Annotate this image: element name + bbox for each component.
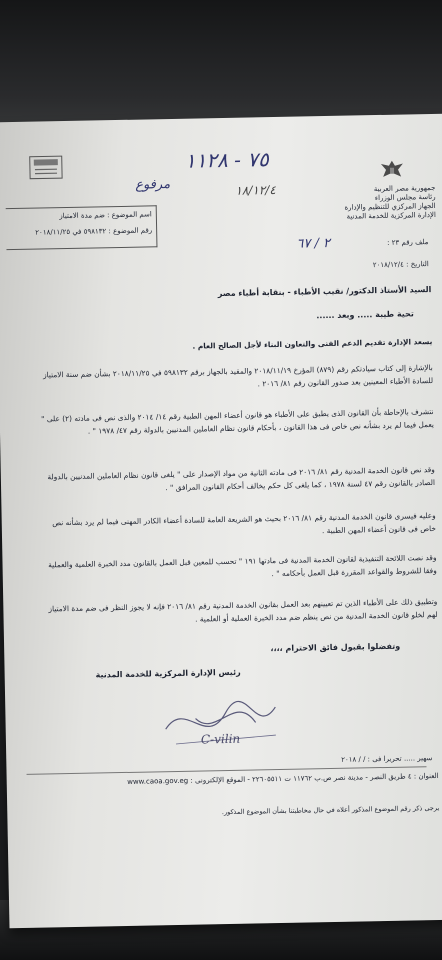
handwritten-number: ٧٥ - ١١٢٨ [184, 147, 269, 173]
closing-line: وتفضلوا بقبول فائق الاحترام ،،،، [270, 641, 401, 654]
eagle-emblem-icon [379, 158, 405, 182]
signatory-title: رئيس الإدارة المركزية للخدمة المدنية [95, 667, 241, 680]
footer-address: العنوان : ٤ طريق النصر - مدينة نصر ص.ب ١١٧٦٢ ت ٢٢٦٠٥٥١١ - الموقع الإلكترونى : www.caoa.gov.eg [127, 771, 439, 786]
paragraph-6: وتطبيق ذلك على الأطباء الذين تم تعيينهم بعد العمل بقانون الخدمة المدنية رقم ٨١/ ٢٠١٦ فإنه لا يجوز النظر فى ضم مدة الامتياز لهم لخلو قانون الخدمة المدنية من نص ينظم ضم مدد الخبرة العملية أو العلمية . [48, 596, 438, 624]
prepared-by: سهير ..... تحريرا فى : / / ٢٠١٨ [341, 754, 433, 764]
signature-scribble [155, 687, 306, 760]
letter-date: التاريخ : ٢٠١٨/١٢/٤ [372, 260, 429, 270]
paragraph-2: نتشرف بالإحاطة بأن القانون الذى يطبق على الأطباء هو قانون أعضاء المهن الطبية رقم ١٤/ ٢٠١٤ والذى نص فى مادته (٢) على " يعمل فيما لم يرد بشأنه نص خاص فى هذا القانون ، بأحكام قانون نظام العاملين المدنيين بالدولة رقم ٤٧/ ١٩٧٨ " . [41, 406, 434, 436]
letterhead-line-3: الجهاز المركزي للتنظيم والإدارة [344, 201, 436, 212]
paragraph-3: وقد نص قانون الخدمة المدنية رقم ٨١/ ٢٠١٦ فى مادته الثانية من مواد الإصدار على " يلغى قانون نظام العاملين المدنيين بالدولة الصادر بالقانون رقم ٤٧ لسنة ١٩٧٨ ، كما يلغى كل حكم يخالف أحكام القانون المرافق " . [47, 464, 436, 492]
intro-line: يسعد الإدارة تقديم الدعم الفنى والتعاون البناء لأجل الصالح العام . [192, 337, 433, 351]
document-page [0, 114, 442, 929]
subject-box [6, 205, 158, 250]
letterhead-line-4: الإدارة المركزية للخدمة المدنية [346, 210, 436, 221]
handwritten-file-number: ٢ / ٦٧ [296, 235, 331, 252]
handwritten-date: ١٨/١٢/٤ [235, 182, 276, 198]
letterhead-line-2: رئاسة مجلس الوزراء [374, 192, 436, 203]
paragraph-5: وقد نصت اللائحة التنفيذية لقانون الخدمة المدنية فى مادتها ١٩١ " تحسب للمعين قبل العمل بالقانون مدد الخبرة العلمية والعملية وفقا للشروط والقواعد المقررة قبل العمل بأحكامه " . [48, 552, 437, 578]
letterhead-line-1: جمهورية مصر العربية [373, 183, 436, 194]
subject-number: رقم الموضوع : ٥٩٨١٣٢ في ٢٠١٨/١١/٢٥ [35, 226, 153, 237]
greeting: تحية طيبة ..... وبعد ...... [316, 309, 414, 321]
paragraph-1: بالإشارة إلى كتاب سيادتكم رقم (٨٧٩) المؤرخ ٢٠١٨/١١/١٩ والمقيد بالجهاز برقم ٥٩٨١٣٢ في ٢٠١٨/١١/٢٥ بشأن ضم سنة الامتياز للسادة الأطباء المعينين بعد صدور القانون رقم ٨١/ ٢٠١٦ . [42, 362, 434, 388]
footer-note: يرجى ذكر رقم الموضوع المذكور أعلاه في حال مخاطبتنا بشأن الموضوع المذكور. [221, 803, 440, 817]
agency-logo-icon [29, 155, 63, 180]
letterhead [305, 184, 436, 222]
handwritten-note: مرفوع [135, 177, 171, 193]
paragraph-4: وعليه فيسرى قانون الخدمة المدنية رقم ٨١/ ٢٠١٦ بحيث هو الشريعة العامة للسادة أعضاء الكادر المهنى فيما لم يرد بشأنه نص خاص فى قانون أعضاء المهن الطبية . [52, 510, 436, 535]
signature-text: C-vilin [200, 731, 241, 747]
addressee: السيد الأستاذ الدكتور/ نقيب الأطباء - بنقابة أطباء مصر [217, 285, 432, 299]
file-number: ملف رقم ٢٣ : [387, 238, 429, 247]
subject-title: اسم الموضوع : ضم مدة الامتياز [59, 210, 152, 221]
